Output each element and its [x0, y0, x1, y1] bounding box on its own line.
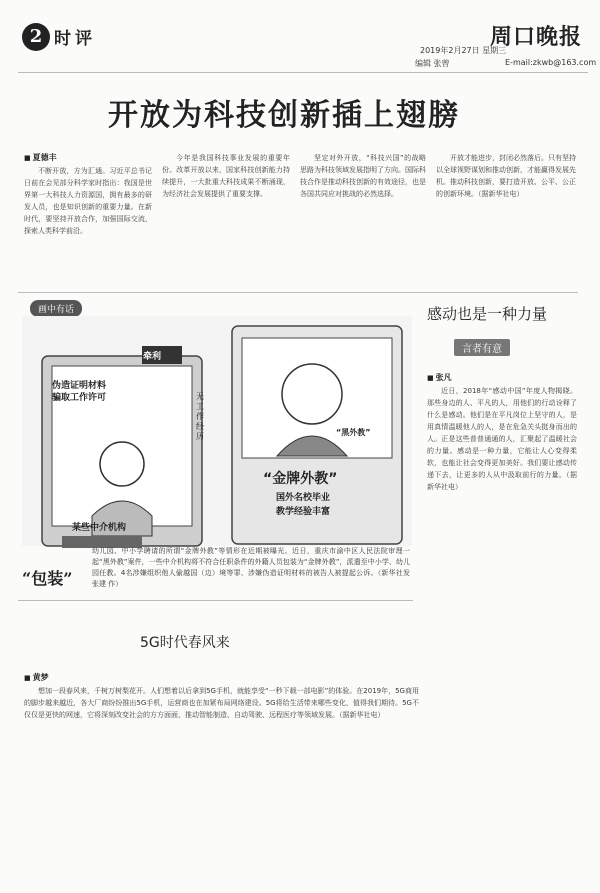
lead-column-3: 坚定对外开放，“科技兴国”的战略思路为科技领域发展指明了方向。国际科技合作是推动科技创新的有效途径，也是各国共同应对挑战的必然选择。	[300, 154, 426, 198]
main-headline: 开放为科技创新插上翅膀	[108, 98, 460, 133]
sign-gold-teacher: “金牌外教”	[263, 471, 338, 487]
cartoon-corner-label: 画中有话	[30, 300, 82, 317]
lead-byline: ■ 夏德丰	[24, 152, 57, 163]
bottom-byline: ■ 黄梦	[24, 672, 49, 683]
right-article-tag: 言者有意	[454, 339, 510, 356]
section-title: 时评	[54, 29, 96, 49]
right-article-body: 近日，2018年“感动中国”年度人物揭晓。那些身边的人、平凡的人，用他们的行动诠释了什么是感动。他们是在平凡岗位上坚守的人，是用真情温暖他人的人，是在危急关头挺身而出的人。正是这些普普通通的人，汇聚起了温暖社会的力量。感动是一种力量，它能让人心变得柔软，也能让社会变得更加美好。我们要让感动传递下去，让更多的人从中汲取前行的力量。（据新华社电）	[427, 387, 577, 491]
sign-forge-materials: 伪造证明材料 骗取工作许可	[52, 381, 107, 403]
bottom-article-body: 想加一段春风来，千树万树梨花开。人们想着以后拿到5G手机，就能享受“一秒下载一部电影”的体验。在2019年，5G商用的脚步越来越近，各大厂商纷纷推出5G手机，运营商也在加紧布局网络建设。5G将给生活带来哪些变化，值得我们期待。5G不仅仅是更快的网速，它将深刻改变社会的方方面面，推动智能制造、自动驾驶、远程医疗等领域发展。（据新华社电）	[24, 687, 419, 719]
editor-credit: 编辑 张曾	[415, 59, 450, 68]
editor-email: E-mail:zkwb@163.com	[505, 58, 597, 67]
sign-profit: 牵利	[143, 352, 162, 362]
sign-graduate: 国外名校毕业	[276, 493, 331, 503]
sign-intermediary: 某些中介机构	[72, 523, 127, 533]
lead-column-4: 开放才能进步，封闭必然落后。只有坚持以全球视野谋划和推动创新，才能赢得发展先机。推动科技创新，要打造开放、公平、公正的创新环境。（据新华社电）	[436, 154, 576, 198]
sign-black-teacher: “黑外教”	[336, 428, 371, 437]
section-divider	[18, 292, 578, 293]
sign-no-experience: 无工作经历	[196, 392, 204, 441]
bottom-divider	[18, 600, 413, 601]
sign-experience: 教学经验丰富	[276, 507, 331, 517]
bottom-article-title: 5G时代春风来	[140, 635, 230, 651]
lead-column-1: 不断开放，方为汇通。习近平总书记日前在会见部分科学家时指出：我国是世界第一大科技人力资源国，拥有最多的研发人员，也是知识创新的重要力量。在新时代，要坚持开放合作，加强国际交流，探索人类科学前沿。	[24, 167, 152, 235]
issue-date: 2019年2月27日 星期三	[420, 46, 507, 55]
cartoon-caption-title: “包装”	[22, 569, 73, 588]
newspaper-logo: 周口晚报	[489, 24, 582, 50]
page-number-badge: 2	[22, 23, 50, 51]
header-rule	[18, 72, 588, 73]
right-byline: ■ 张凡	[427, 372, 452, 383]
cartoon-caption: 幼儿园、中小学聘请的所谓“金牌外教”等情形在近期被曝光。近日，重庆市渝中区人民法院审理一起“黑外教”案件，一些中介机构将不符合任职条件的外籍人员包装为“金牌外教”，派遣至中小学、幼儿园任教。4名涉嫌组织他人偷越国（边）境等罪、涉嫌伪造证明材料的被告人被提起公诉。（新华社发 张建 作）	[92, 547, 410, 588]
right-article-title: 感动也是一种力量	[427, 305, 548, 323]
lead-column-2: 今年是我国科技事业发展的重要年份。改革开放以来，国家科技创新能力持续提升，一大批重大科技成果不断涌现，为经济社会发展提供了重要支撑。	[162, 154, 290, 198]
